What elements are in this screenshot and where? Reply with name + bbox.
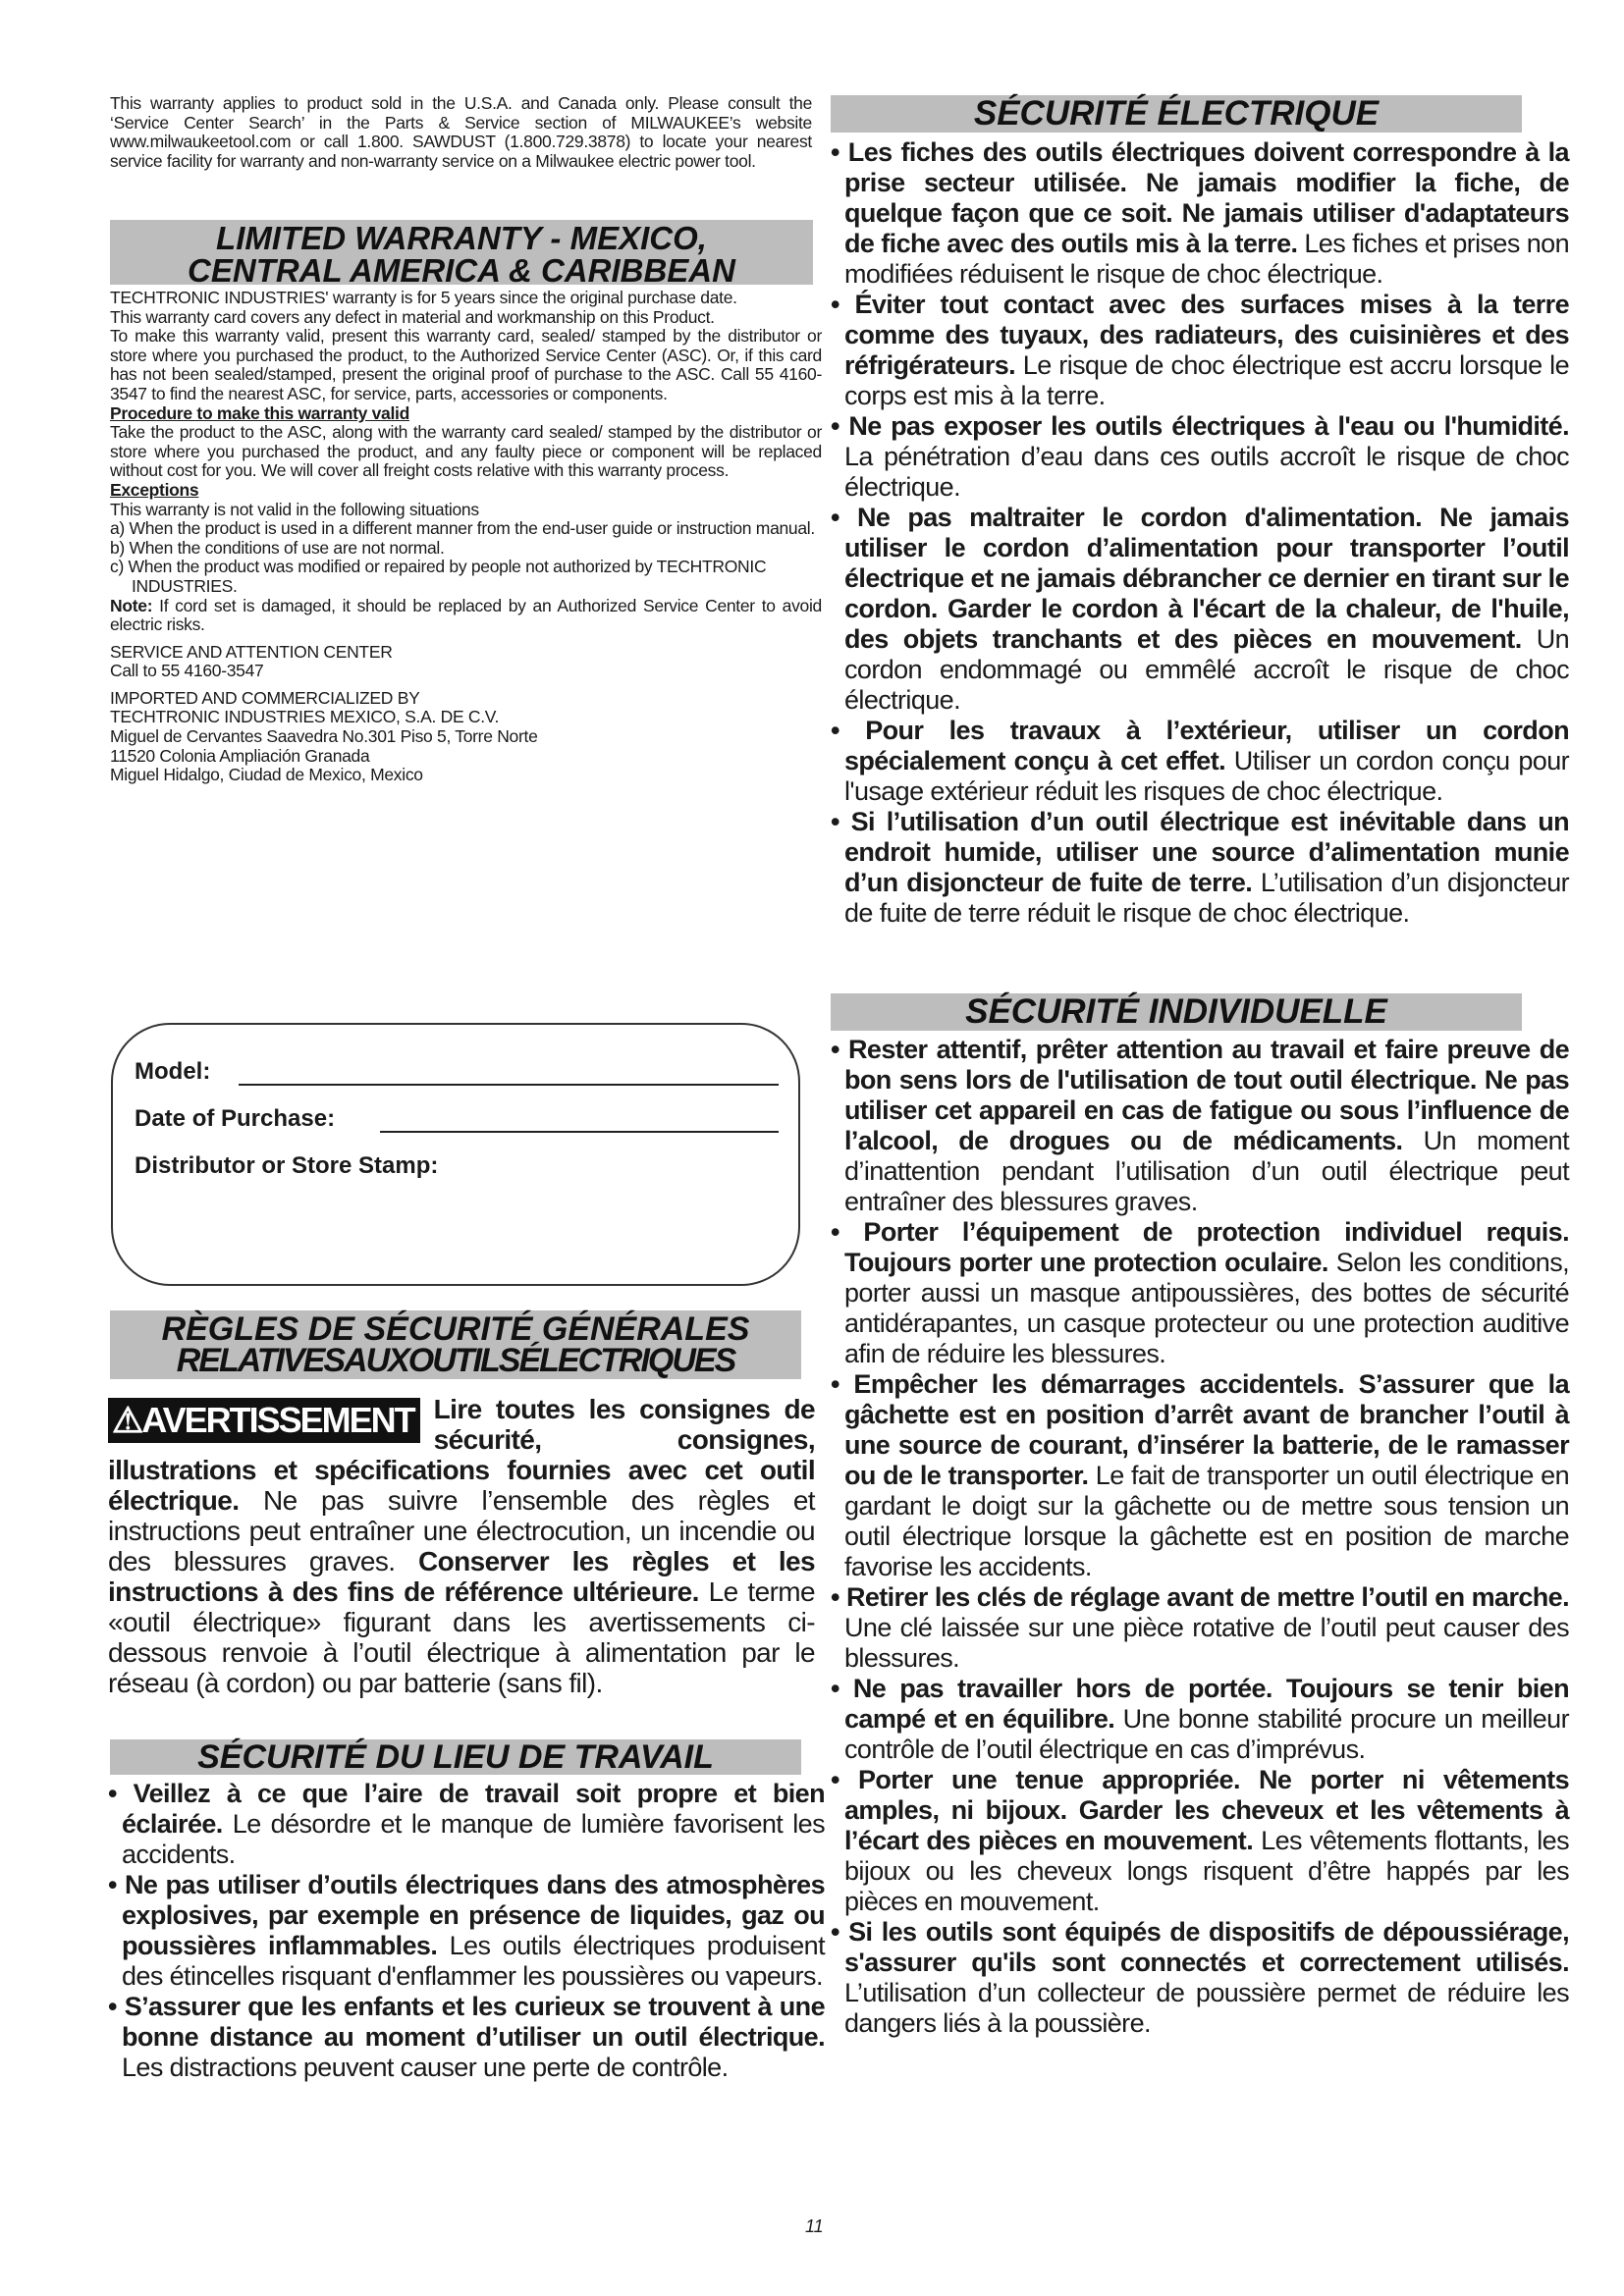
body-text: a) When the product is used in a different manner from the end-user guide or instruction manual. [110,518,815,539]
warning-triangle-icon: ⚠ [112,1400,142,1440]
body-text: TECHTRONIC INDUSTRIES' warranty is for 5 years since the original purchase date. [110,288,737,307]
body-text: Le risque de choc électrique est accru lorsque le corps est mis à la terre. [844,350,1569,410]
bold-text: Si les outils sont équipés de dispositifs de dépoussiérage, s'assurer qu'ils sont connectés et correctement utilisés. [844,1917,1569,1977]
warranty-paragraph [110,662,822,681]
body-text: Ne pas suivre l’ensemble des règles et instructions peut entraîner une électrocution, un incendie ou des blessures graves. [108,1485,815,1576]
model-label: Model: [135,1058,211,1085]
body-text: c) When the product was modified or repaired by people not authorized by TECHTRONIC INDUSTRIES. [110,557,767,596]
bold-text: Ne pas travailler hors de portée. Toujours se tenir bien campé et en équilibre. [844,1674,1569,1734]
page-number: 11 [805,2216,824,2236]
safety-bullet [108,1870,825,1992]
bold-text: Empêcher les démarrages accidentels. S’assurer que la gâchette est en position d’arrêt avant de brancher l’outil à une source de courant, d’insérer la batterie, de le ramasser ou de le transporter. [844,1369,1569,1490]
warranty-paragraph [110,289,822,308]
bold-text: Rester attentif, prêter attention au travail et faire preuve de bon sens lors de l'utilisation de tout outil électrique. Ne pas utiliser cet appareil en cas de fatigue ou sous l’influence de l’alcool, de drogues ou de médicaments. [844,1035,1569,1155]
body-text: Utiliser un cordon conçu pour l'usage extérieur réduit les risques de choc électrique. [844,746,1570,806]
bold-text: Pour les travaux à l’extérieur, utiliser un cordon spécialement conçu à cet effet. [844,716,1569,775]
safety-bullet [831,1035,1569,1217]
warranty-paragraph [110,501,822,520]
body-text: Une clé laissée sur une pièce rotative de l’outil peut causer des blessures. [844,1613,1569,1673]
body-text: Le désordre et le manque de lumière favorisent les accidents. [122,1809,825,1869]
bold-text: S’assurer que les enfants et les curieux se trouvent à une bonne distance au moment d’utiliser un outil électrique. [122,1992,825,2052]
store-stamp-label: Distributor or Store Stamp: [135,1152,439,1179]
body-text: This warranty card covers any defect in material and workmanship on this Product. [110,306,715,327]
work-area-title: SÉCURITÉ DU LIEU DE TRAVAIL [110,1739,801,1775]
date-of-purchase-label: Date of Purchase: [135,1105,336,1132]
general-rules-title-line: RÈGLES DE SÉCURITÉ GÉNÉRALES [161,1310,750,1348]
bold-text: Porter l’équipement de protection individuel requis. Toujours porter une protection oculaire. [844,1217,1569,1277]
warranty-paragraph [110,308,822,328]
safety-bullet [831,290,1569,411]
intro-text: This warranty applies to product sold in the U.S.A. and Canada only. Please consult the ‘Service Center Search’ in the Parts & Service section of MILWAUKEE’s website www.milwaukeetool.com or call 1.800. SAWDUST (1.800.729.3878) to locate your nearest service facility for warranty and non-warranty service on a Milwaukee electric power tool. [110,93,812,171]
electrical-safety-list [831,137,1569,929]
body-text: Une bonne stabilité procure un meilleur contrôle de l’outil électrique en cas d’imprévus. [844,1704,1569,1764]
bold-text: Ne pas exposer les outils électriques à l'eau ou l'humidité. [848,411,1569,441]
bold-text: Les fiches des outils électriques doivent correspondre à la prise secteur utilisée. Ne jamais modifier la fiche, de quelque façon que ce soit. Ne jamais utiliser d'adaptateurs de fiche avec des outils mis à la terre. [844,137,1569,258]
warranty-paragraph [110,558,822,596]
body-text: Les distractions peuvent causer une perte de contrôle. [122,2053,729,2082]
body-text: TECHTRONIC INDUSTRIES MEXICO, S.A. DE C.V. [110,707,500,727]
warranty-paragraph [110,597,822,635]
general-rules-title-line: RELATIVESAUXOUTILSÉLECTRIQUES [176,1342,735,1379]
safety-bullet [831,503,1569,716]
safety-bullet [831,411,1569,503]
warranty-paragraph [110,643,822,663]
safety-bullet [831,1917,1569,2039]
body-text: To make this warranty valid, present this warranty card, sealed/ stamped by the distributor or store where you purchased the product, to the Authorized Service Center (ASC). Or, if this card has not been sealed/stamped, present the original proof of purchase to the ASC. Call 55 4160-3547 to find the nearest ASC, for service, parts, accessories or components. [110,326,822,403]
body-text: Un moment d’inattention pendant l’utilisation d’un outil électrique peut entraîner des blessures graves. [844,1126,1569,1216]
body-text: Miguel Hidalgo, Ciudad de Mexico, Mexico [110,765,423,785]
body-text: L’utilisation d’un disjoncteur de fuite de terre réduit le risque de choc électrique. [844,868,1569,928]
bold-text: Ne pas maltraiter le cordon d'alimentation. Ne jamais utiliser le cordon d’alimentation pour transporter l’outil électrique et ne jamais débrancher ce dernier en tirant sur le cordon. Garder le cordon à l'écart de la chaleur, de l'huile, des objets tranchants et des pièces en mouvement. [844,503,1569,654]
warranty-paragraph [110,727,822,747]
work-area-list [108,1779,825,2083]
safety-bullet [108,1992,825,2083]
body-text: SERVICE AND ATTENTION CENTER [110,641,393,662]
subheading: Exceptions [110,479,199,500]
warranty-card-form [111,1023,800,1286]
bold-text: Note: [110,595,153,615]
body-text: L’utilisation d’un collecteur de poussière permet de réduire les dangers liés à la poussière. [844,1978,1569,2038]
general-rules-title [110,1310,801,1379]
body-text: b) When the conditions of use are not normal. [110,537,445,558]
safety-bullet [108,1779,825,1870]
warranty-paragraph [110,708,822,727]
bold-text: Éviter tout contact avec des surfaces mises à la terre comme des tuyaux, des radiateurs, des cuisinières et des réfrigérateurs. [844,290,1569,380]
body-text: 11520 Colonia Ampliación Granada [110,745,370,766]
warranty-terms [110,289,822,785]
warranty-title-line: CENTRAL AMERICA & CARIBBEAN [188,252,735,289]
personal-safety-title: SÉCURITÉ INDIVIDUELLE [831,993,1522,1031]
date-of-purchase-field[interactable] [380,1131,779,1133]
safety-bullet [831,137,1569,290]
safety-bullet [831,1369,1569,1582]
warranty-paragraph [110,747,822,767]
warranty-intro [110,94,812,171]
warranty-paragraph [110,423,822,481]
warranty-title [110,220,813,289]
body-text: Les outils électriques produisent des étincelles risquant d'enflammer les poussières ou vapeurs. [122,1931,825,1991]
body-text: Un cordon endommagé ou emmêlé accroît le risque de choc électrique. [844,624,1570,715]
subheading: Procedure to make this warranty valid [110,402,409,423]
safety-bullet [831,807,1569,929]
bold-text: Retirer les clés de réglage avant de mettre l’outil en marche. [845,1582,1569,1612]
bold-text: Conserver les règles et les instructions à des fins de référence ultérieure. [108,1546,816,1607]
personal-safety-list [831,1035,1569,2039]
warranty-title-line: LIMITED WARRANTY - MEXICO, [216,220,707,256]
body-text: Les fiches et prises non modifiées réduisent le risque de choc électrique. [844,229,1569,289]
body-text: This warranty is not valid in the following situations [110,499,479,519]
warranty-paragraph [110,327,822,403]
warranty-paragraph [110,766,822,785]
body-text: La pénétration d’eau dans ces outils accroît le risque de choc électrique. [844,442,1569,502]
warning-label: AVERTISSEMENT [141,1400,414,1440]
warranty-paragraph [110,539,822,559]
body-text: Miguel de Cervantes Saavedra No.301 Piso 5, Torre Norte [110,726,538,747]
safety-bullet [831,1217,1569,1369]
body-text: Le fait de transporter un outil électrique en gardant le doigt sur la gâchette ou de mettre sous tension un outil électrique lorsque la gâchette est en position de marche favorise les accidents. [844,1461,1570,1581]
bold-text: Ne pas utiliser d’outils électriques dans des atmosphères explosives, par exemple en présence de liquides, gaz ou poussières inflammables. [122,1870,825,1960]
body-text: IMPORTED AND COMMERCIALIZED BY [110,687,420,708]
electrical-safety-title: SÉCURITÉ ÉLECTRIQUE [831,95,1522,133]
bold-text: Si l’utilisation d’un outil électrique est inévitable dans un endroit humide, utiliser une source d’alimentation munie d’un disjoncteur de fuite de terre. [844,807,1569,897]
body-text: Take the product to the ASC, along with the warranty card sealed/ stamped by the distributor or store where you purchased the product, and any faulty piece or component will be replaced without cost for you. We will cover all freight costs relative with this warranty process. [110,422,822,481]
body-text: If cord set is damaged, it should be replaced by an Authorized Service Center to avoid electric risks. [110,595,822,635]
body-text: Selon les conditions, porter aussi un masque antipoussières, des bottes de sécurité antidérapantes, un casque protecteur ou une protection auditive afin de réduire les blessures. [844,1248,1569,1368]
body-text: Call to 55 4160-3547 [110,661,264,681]
bold-text: Veillez à ce que l’aire de travail soit propre et bien éclairée. [122,1779,825,1839]
body-text: Le terme «outil électrique» figurant dans les avertissements ci-dessous renvoie à l’outil électrique à alimentation par le réseau (à cordon) ou par batterie (sans fil). [108,1576,815,1698]
bold-text: Porter une tenue appropriée. Ne porter ni vêtements amples, ni bijoux. Garder les cheveux et les vêtements à l’écart des pièces en mouvement. [844,1765,1569,1855]
warranty-paragraph [110,481,822,501]
body-text: Les vêtements flottants, les bijoux ou les cheveux longs risquent d’être happés par les pièces en mouvement. [844,1826,1569,1916]
warning-badge [108,1398,420,1443]
safety-bullet [831,1674,1569,1765]
safety-bullet [831,1765,1569,1917]
warranty-paragraph [110,689,822,709]
warranty-paragraph [110,519,822,539]
safety-bullet [831,1582,1569,1674]
safety-bullet [831,716,1569,807]
model-field[interactable] [239,1084,779,1086]
general-warning [108,1394,815,1698]
warranty-paragraph [110,404,822,424]
bold-text: Lire toutes les consignes de sécurité, consignes, illustrations et spécifications fournies avec cet outil électrique. [108,1394,815,1516]
